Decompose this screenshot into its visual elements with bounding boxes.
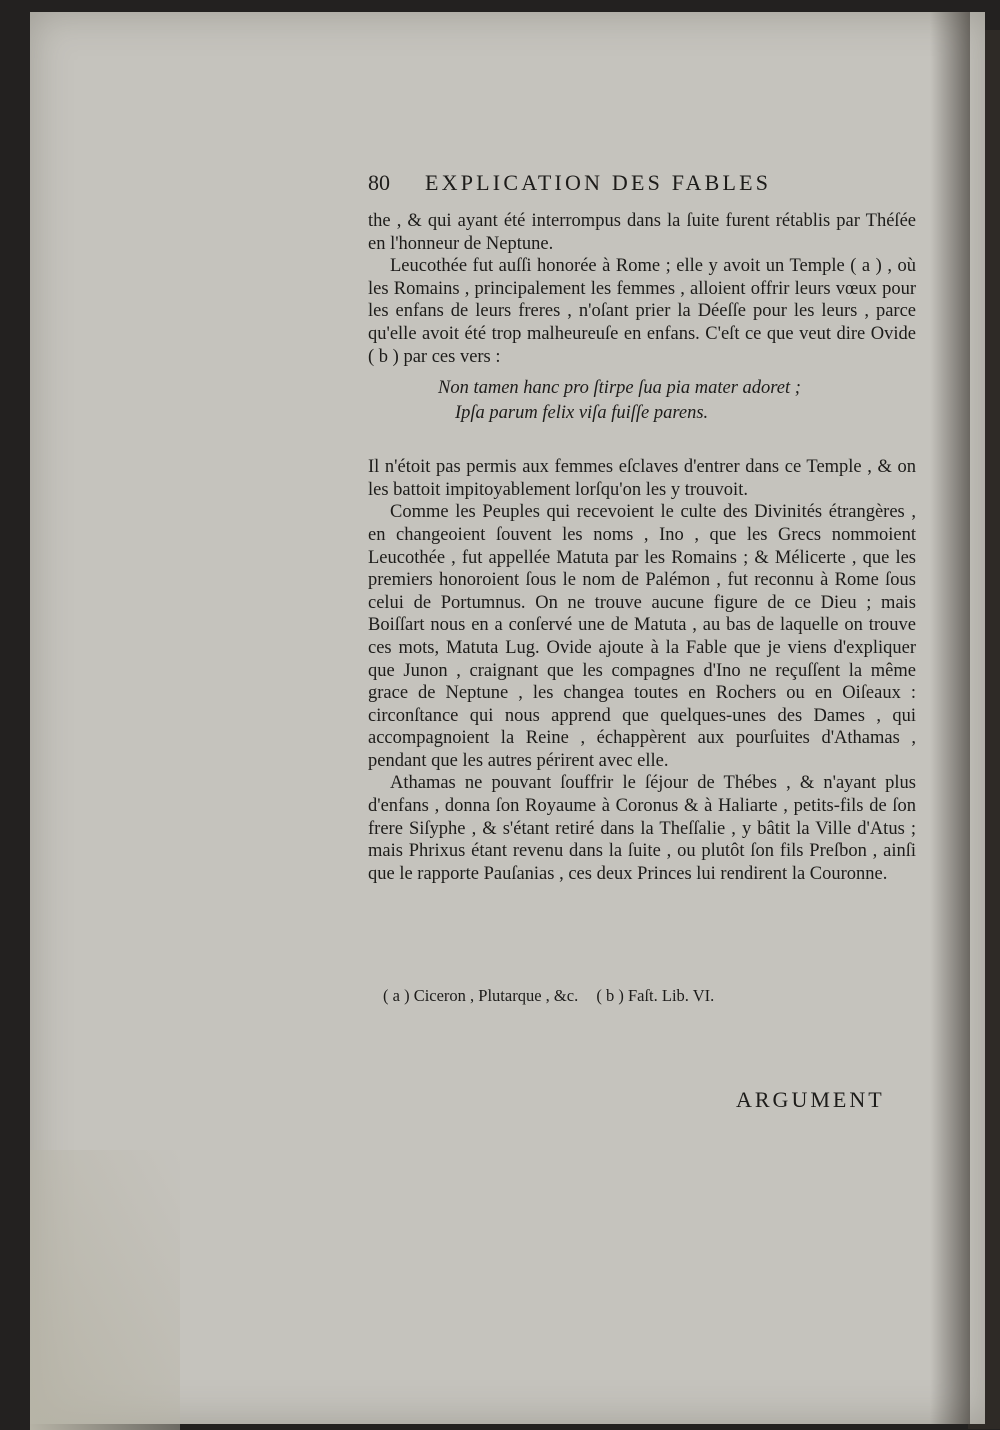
latin-verse bbox=[438, 376, 916, 426]
paragraph-leucothee: Leucothée fut auſſi honorée à Rome ; elle y avoit un Temple ( a ) , où les Romains , principalement les femmes , alloient offrir leurs vœux pour les enfans de leurs freres , n'oſant prier la Déeſſe pour les leurs , parce qu'elle avoit été trop malheureuſe en enfans. C'eſt ce que veut dire Ovide ( b ) par ces vers : bbox=[368, 256, 916, 367]
footnote-b: ( b ) Faſt. Lib. VI. bbox=[596, 986, 715, 1005]
paragraph-athamas: Athamas ne pouvant ſouffrir le ſéjour de Thébes , & n'ayant plus d'enfans , donna ſon Royaume à Coronus & à Haliarte , petits-fils de ſon frere Siſyphe , & s'étant retiré dans la Theſſalie , y bâtit la Ville d'Atus ; mais Phrixus étant revenu dans la ſuite , ou plutôt ſon fils Preſbon , ainſi que le rapporte Pauſanias , ces deux Princes lui rendirent la Couronne. bbox=[368, 773, 916, 884]
verse-line-1: Non tamen hanc pro ſtirpe ſua pia mater adoret ; bbox=[438, 378, 801, 399]
main-text bbox=[368, 210, 916, 885]
catchword: ARGUMENT bbox=[736, 1087, 885, 1112]
page-number: 80 bbox=[368, 170, 390, 195]
paragraph-continuation: the , & qui ayant été interrompus dans la ſuite furent rétablis par Théſée en l'honneur de Neptune. bbox=[368, 211, 916, 254]
paragraph-esclaves: Il n'étoit pas permis aux femmes eſclaves d'entrer dans ce Temple , & on les battoit impitoyablement lorſqu'on les y trouvoit. bbox=[368, 457, 916, 500]
verse-line-2: Ipſa parum felix viſa fuiſſe parens. bbox=[455, 403, 709, 424]
running-title: EXPLICATION DES FABLES bbox=[425, 170, 772, 195]
footnote-a: ( a ) Ciceron , Plutarque , &c. bbox=[383, 986, 579, 1005]
paper-stain bbox=[30, 1150, 180, 1430]
footnotes bbox=[383, 986, 883, 1006]
spine-shadow bbox=[930, 12, 970, 1424]
running-head bbox=[368, 170, 858, 200]
paragraph-peuples: Comme les Peuples qui recevoient le culte des Divinités étrangères , en changeoient ſouvent les noms , Ino , que les Grecs nommoient Leucothée , fut appellée Matuta par les Romains ; & Mélicerte , que les premiers honoroient ſous le nom de Palémon , fut reconnu à Rome ſous celui de Portumnus. On ne trouve aucune figure de ce Dieu ; mais Boiſſart nous en a conſervé une de Matuta , au bas de laquelle on trouve ces mots, Matuta Lug. Ovide ajoute à la Fable que je viens d'expliquer que Junon , craignant que les compagnes d'Ino ne reçuſſent la même grace de Neptune , les changea toutes en Rochers ou en Oiſeaux : circonſtance qui nous apprend que quelques-unes des Dames , qui accompagnoient la Reine , échappèrent aux pourſuites d'Athamas , pendant que les autres périrent avec elle. bbox=[368, 502, 916, 771]
